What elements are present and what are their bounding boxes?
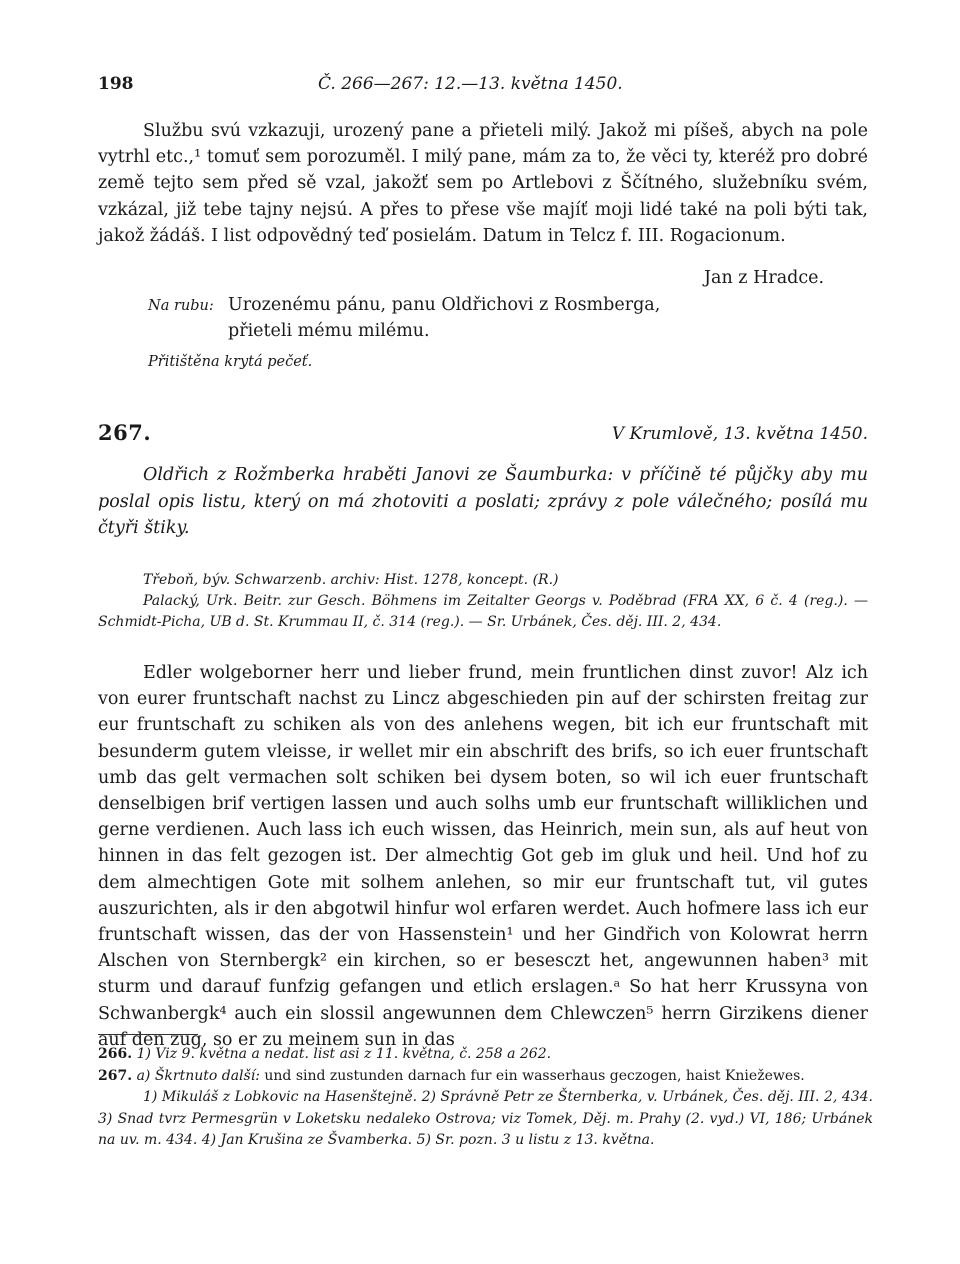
doc266-body: Službu svú vzkazuji, urozený pane a přieteli milý. Jakož mi píšeš, abych na pole vytrhl etc.,¹ tomuť sem porozuměl. I milý pane, mám za to, že věci ty, kteréž pro dobré země tejto sem před sě vzal, jakožť sem po Artlebovi z Ščítného, služebníku svém, vzkázal, již tebe tajny nejsú. A přes to přese vše majíť moji lidé také na poli býti tak, jakož žádáš. I list odpovědný teď posielám. Datum in Telcz f. III. Rogacionum. <box>98 121 868 246</box>
doc267-letter <box>98 660 868 1053</box>
doc267-regest: Oldřich z Rožmberka hraběti Janovi ze Šaumburka: v příčině té půjčky aby mu poslal opis listu, který on má zhotoviti a poslati; zprávy z pole válečného; posílá mu čtyři štiky. <box>98 465 868 538</box>
footnote-rule <box>98 1034 198 1035</box>
source-editions: Palacký, Urk. Beitr. zur Gesch. Böhmens im Zeitalter Georgs v. Poděbrad (FRA XX, 6 č. 4 (reg.). — Schmidt-Picha, UB d. St. Krummau II, č. 314 (reg.). — Sr. Urbánek, Čes. děj. III. 2, 434. <box>98 593 868 630</box>
doc267-letter-text: Edler wolgeborner herr und lieber frund, mein fruntlichen dinst zuvor! Alz ich von eurer fruntschaft nachst zu Lincz abgeschieden pin auf der schirsten freitag zur eur fruntschaft zu schiken als von des anlehens wegen, bit ich eur fruntschaft mit besunderm gutem vleisse, ir wellet mir ein abschrift des brifs, so ich euer fruntschaft umb das gelt vermachen solt schiken bei dysem boten, so wil ich euer fruntschaft denselbigen brif vertigen lassen und auch solhs umb eur fruntschaft williklichen und gerne verdienen. Auch lass ich euch wissen, das Heinrich, mein sun, als auf heut von hinnen in das felt gezogen ist. Der almechtig Got geb im gluk und heil. Und hof zu dem almechtigen Gote mit solhem anlehen, so mir eur fruntschaft tut, vil gutes auszurichten, als ir den abgotwil hinfur wol erfaren werdet. Auch hofmere lass ich eur fruntschaft wissen, das der von Hassenstein¹ und her Gindřich von Kolowrat herrn Alschen von Sternbergk² ein kirchen, so er besesczt het, angewunnen haben³ mit sturm und darauf funfzig gefangen und etlich erslagen.ᵃ So hat herr Krussyna von Schwanbergk⁴ auch ein slossil angewunnen dem Chlewczen⁵ herrn Girzikens diener auf den zug, so er zu meinem sun in das <box>98 663 868 1050</box>
running-header <box>98 74 868 98</box>
footnote-267-notes: 1) Mikuláš z Lobkovic na Hasenštejně. 2) Správně Petr ze Šternberka, v. Urbánek, Čes. děj. III. 2, 434. 3) Snad tvrz Permesgrün v Loketsku nedaleko Ostrova; viz Tomek, Děj. m. Prahy (2. vyd.) VI, 186; Urbánek na uv. m. 434. 4) Jan Krušina ze Švamberka. 5) Sr. pozn. 3 u listu z 13. května. <box>98 1089 873 1149</box>
doc267-sources <box>98 570 868 633</box>
doc266-letter-ending <box>98 118 868 249</box>
footnote-267-a-label: a) Škrtnuto další: <box>136 1067 260 1084</box>
page-number: 198 <box>98 74 134 94</box>
dorsum-address <box>228 292 708 344</box>
dorsum-label: Na rubu: <box>148 298 214 314</box>
doc267-number: 267. <box>98 420 152 445</box>
footnote-266 <box>98 1044 873 1066</box>
footnote-267-number: 267. <box>98 1067 133 1084</box>
doc266-signature: Jan z Hradce. <box>704 268 825 288</box>
running-title: Č. 266—267: 12.—13. května 1450. <box>318 74 623 94</box>
dorsum-line-1: Urozenému pánu, panu Oldřichovi z Rosmberga, <box>228 295 661 315</box>
footnote-266-text: 1) Viz 9. května a nedat. list asi z 11. května, č. 258 a 262. <box>136 1046 552 1062</box>
footnotes <box>98 1044 873 1152</box>
footnote-267-a-text: und sind zustunden darnach fur ein wasserhaus geczogen, haist Kniežewes. <box>264 1067 805 1084</box>
dorsum-line-2: přieteli mému milému. <box>228 321 430 341</box>
footnote-267-a <box>98 1066 873 1088</box>
doc267-place-date: V Krumlově, 13. května 1450. <box>611 424 868 444</box>
footnote-266-number: 266. <box>98 1046 133 1062</box>
source-archive: Třeboň, býv. Schwarzenb. archiv: Hist. 1278, koncept. (R.) <box>143 572 559 588</box>
doc266-dorsum <box>148 292 708 341</box>
seal-note: Přitištěna krytá pečeť. <box>148 354 313 370</box>
